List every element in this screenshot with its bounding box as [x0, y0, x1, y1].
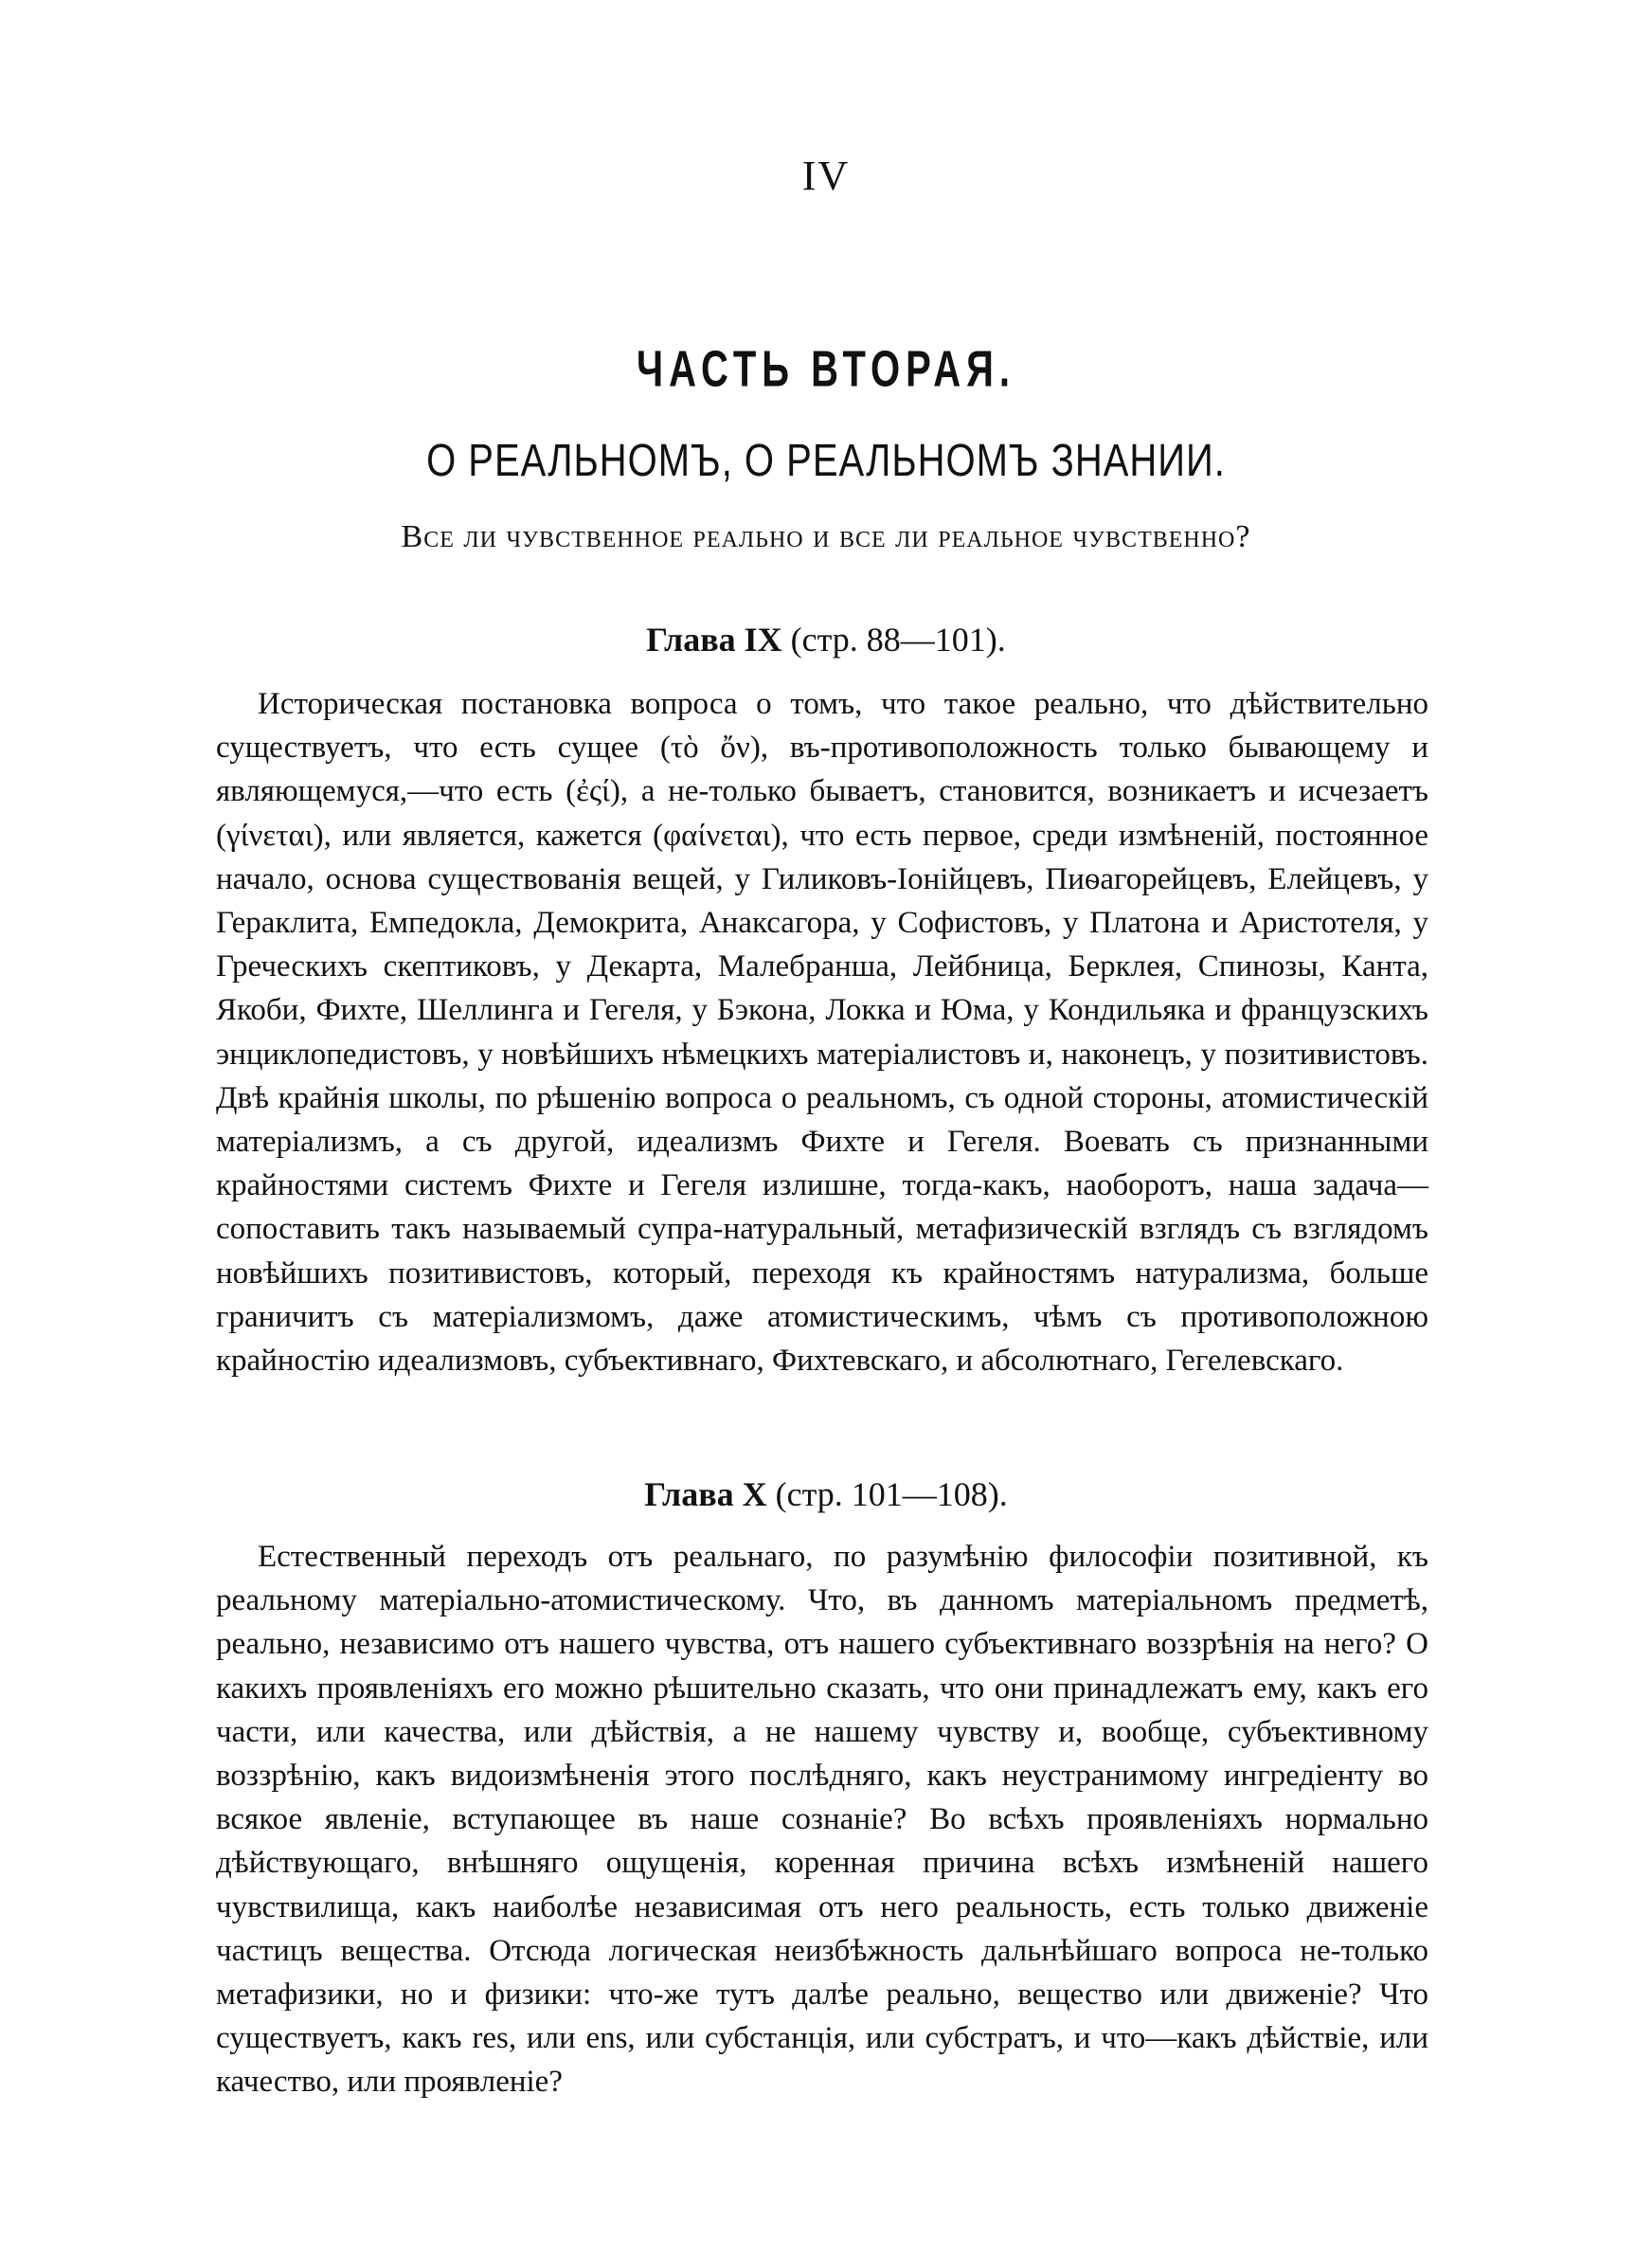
- chapter-label: Глава IX: [646, 621, 782, 659]
- chapter-pages: (стр. 88—101).: [790, 621, 1006, 659]
- chapter-heading: [0, 1474, 1652, 1514]
- chapter-summary: Естественный переходъ отъ реальнаго, по разумѣнію философіи позитивной, къ реальному матеріально-атомистическому. Что, въ данномъ матеріальномъ предметѣ, реально, независимо отъ нашего чувства, отъ нашего субъективнаго воззрѣнія на него? О какихъ проявленіяхъ его можно рѣшительно сказать, что они принадлежатъ ему, какъ его части, или качества, или дѣйствія, а не нашему чувству и, вообще, субъективному воззрѣнію, какъ видоизмѣненія этого послѣдняго, какъ неустранимому ингредіенту во всякое явленіе, вступающее въ наше сознаніе? Во всѣхъ проявленіяхъ нормально дѣйствующаго, внѣшняго ощущенія, коренная причина всѣхъ измѣненій нашего чувствилища, какъ наиболѣе независимая отъ него реальность, есть только движеніе частицъ вещества. Отсюда логическая неизбѣжность дальнѣйшаго вопроса не-только метафизики, но и физики: что-же тутъ далѣе реально, вещество или движеніе? Что существуетъ, какъ res, или ens, или субстанція, или субстратъ, и что—какъ дѣйствіе, или качество, или проявленіе?: [216, 1540, 1428, 2100]
- part-title: ЧАСТЬ ВТОРАЯ.: [636, 341, 1015, 398]
- chapter-pages: (стр. 101—108).: [775, 1475, 1008, 1513]
- part-question: Все ли чувственное реально и все ли реальное чувственно?: [401, 519, 1251, 554]
- chapter-heading: [0, 620, 1652, 659]
- chapter-summary: Историческая постановка вопроса о томъ, что такое реально, что дѣйствительно существуетъ, что есть сущее (τὸ ὄν), въ-противоположность только бывающему и являющемуся,—что есть (ἐςί), а не-только бываетъ, становится, возникаетъ и исчезаетъ (γίνεται), или является, кажется (φαίνεται), что есть первое, среди измѣненій, постоянное начало, основа существованія вещей, у Гиликовъ-Іонійцевъ, Пиѳагорейцевъ, Елейцевъ, у Гераклита, Емпедокла, Демокрита, Анаксагора, у Софистовъ, у Платона и Аристотеля, у Греческихъ скептиковъ, у Декарта, Малебранша, Лейбница, Берклея, Спинозы, Канта, Якоби, Фихте, Шеллинга и Гегеля, у Бэкона, Локка и Юма, у Кондильяка и французскихъ энциклопедистовъ, у новѣйшихъ нѣмецкихъ матеріалистовъ и, наконецъ, у позитивистовъ. Двѣ крайнія школы, по рѣшенію вопроса о реальномъ, съ одной стороны, атомистическій матеріализмъ, а съ другой, идеализмъ Фихте и Гегеля. Воевать съ признанными крайностями системъ Фихте и Гегеля излишне, тогда-какъ, наоборотъ, наша задача— сопоставить такъ называемый супра-натуральный, метафизическій взглядъ съ взглядомъ новѣйшихъ позитивистовъ, который, переходя къ крайностямъ натурализма, больше граничитъ съ матеріализмомъ, даже атомистическимъ, чѣмъ съ противоположною крайностію идеализмовъ, субъективнаго, Фихтевскаго, и абсолютнаго, Гегелевскаго.: [216, 687, 1428, 1379]
- page-number: IV: [801, 153, 851, 199]
- part-subtitle: О РЕАЛЬНОМЪ, О РЕАЛЬНОМЪ ЗНАНИИ.: [426, 436, 1226, 486]
- chapter-label: Глава X: [644, 1475, 767, 1513]
